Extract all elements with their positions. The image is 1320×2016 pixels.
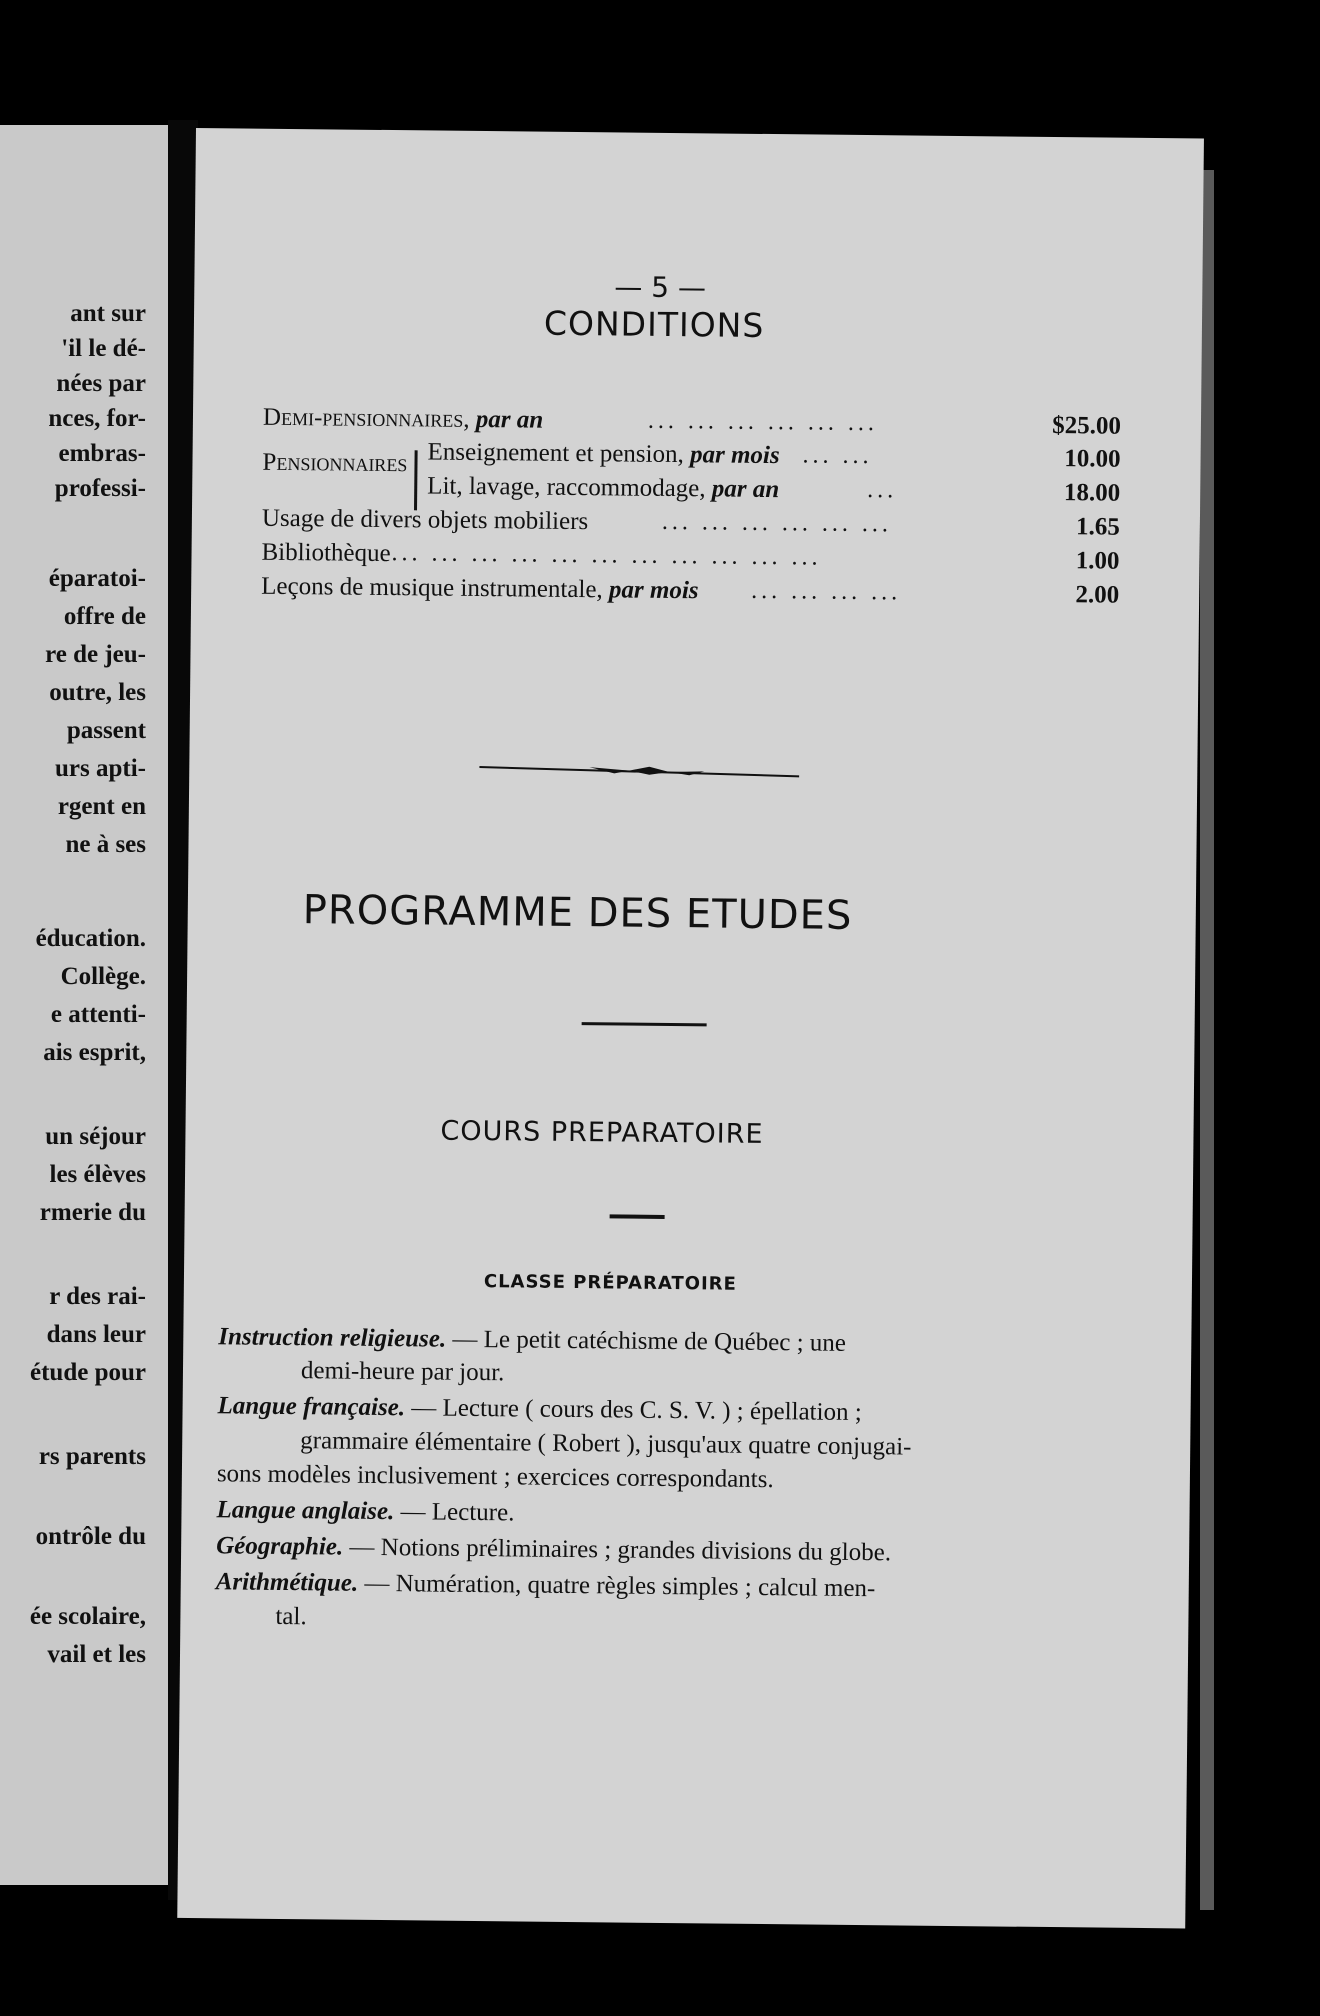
pensionnaires-label: Pensionnaires (262, 448, 408, 478)
left-line: étude pour (30, 1359, 146, 1386)
price: 1.65 (1075, 513, 1121, 541)
leader-dots: ... ... ... ... (751, 577, 902, 606)
curriculum-line: tal. (275, 1602, 307, 1631)
left-facing-page (0, 125, 168, 1885)
price: 2.00 (1075, 581, 1120, 609)
left-line: éducation. (35, 925, 146, 952)
curriculum-line: Arithmétique. — Numération, quatre règles simples ; calcul men- (215, 1568, 876, 1603)
divider-rule (582, 1022, 707, 1026)
left-line: re de jeu- (45, 641, 146, 668)
curriculum-line: grammaire élémentaire ( Robert ), jusqu'aux quatre conjugai- (300, 1427, 912, 1461)
divider-rule (610, 1214, 665, 1219)
left-line: vail et les (47, 1641, 146, 1668)
left-line: passent (66, 717, 146, 744)
conditions-row-label: Bibliothèque (261, 538, 391, 568)
left-line: r des rai- (49, 1283, 146, 1310)
left-line: nces, for- (48, 405, 146, 432)
left-line: ontrôle du (35, 1523, 146, 1550)
left-line: Collège. (60, 963, 146, 990)
conditions-row-label: Usage de divers objets mobiliers (261, 504, 589, 536)
price: 10.00 (1064, 445, 1121, 473)
bracket-bar (414, 450, 418, 510)
left-line: rmerie du (39, 1199, 146, 1226)
main-page (177, 128, 1204, 1928)
curriculum-line: Géographie. — Notions préliminaires ; grandes divisions du globe. (216, 1532, 892, 1567)
left-line: outre, les (49, 679, 146, 706)
curriculum-line: Langue anglaise. — Lecture. (216, 1496, 515, 1527)
curriculum-line: sons modèles inclusivement ; exercices correspondants. (216, 1460, 774, 1494)
page-number: — 5 — (614, 270, 707, 305)
left-line: les élèves (49, 1161, 146, 1188)
leader-dots: ... ... ... ... ... ... (661, 508, 893, 538)
curriculum-line: demi-heure par jour. (300, 1357, 505, 1387)
conditions-row-label: Leçons de musique instrumentale, par mois (261, 572, 699, 605)
page-edge (1200, 170, 1214, 1910)
conditions-row-label: Enseignement et pension, par mois (427, 438, 780, 470)
left-line: rs parents (38, 1443, 146, 1470)
leader-dots: ... ... ... ... ... ... (647, 407, 879, 437)
left-line: offre de (63, 603, 146, 630)
price: 18.00 (1063, 479, 1121, 507)
left-line: urs apti- (55, 755, 146, 782)
price: 1.00 (1075, 547, 1120, 575)
left-line: ée scolaire, (29, 1603, 146, 1630)
curriculum-line: Instruction religieuse. — Le petit catéchisme de Québec ; une (218, 1323, 847, 1357)
ornament-rule (479, 761, 799, 780)
price: $25.00 (1052, 411, 1122, 440)
left-line: un séjour (45, 1123, 146, 1150)
programme-title: PROGRAMME DES ETUDES (302, 887, 853, 939)
cours-heading: COURS PREPARATOIRE (440, 1115, 764, 1150)
left-line: ne à ses (65, 831, 146, 858)
left-line: nées par (56, 370, 146, 397)
leader-dots: ... ... (802, 442, 873, 470)
left-line: dans leur (46, 1321, 146, 1348)
left-line: rgent en (57, 793, 146, 820)
left-line: e attenti- (50, 1001, 146, 1028)
leader-dots: ... ... ... ... ... ... ... ... ... ... ... (391, 540, 822, 571)
left-line: ais esprit, (43, 1039, 146, 1066)
leader-dots: ... (867, 477, 898, 504)
left-line: embras- (58, 440, 146, 467)
conditions-row-label: Demi-pensionnaires, par an (262, 403, 544, 434)
left-line: 'il le dé- (61, 335, 146, 362)
left-line: éparatoi- (48, 565, 146, 592)
curriculum-line: Langue française. — Lecture ( cours des C. S. V. ) ; épellation ; (217, 1392, 862, 1427)
conditions-title: CONDITIONS (543, 303, 765, 345)
conditions-row-label: Lit, lavage, raccommodage, par an (427, 472, 780, 504)
classe-heading: CLASSE PRÉPARATOIRE (483, 1271, 737, 1295)
left-line: ant sur (70, 300, 146, 327)
left-line: professi- (54, 475, 146, 502)
